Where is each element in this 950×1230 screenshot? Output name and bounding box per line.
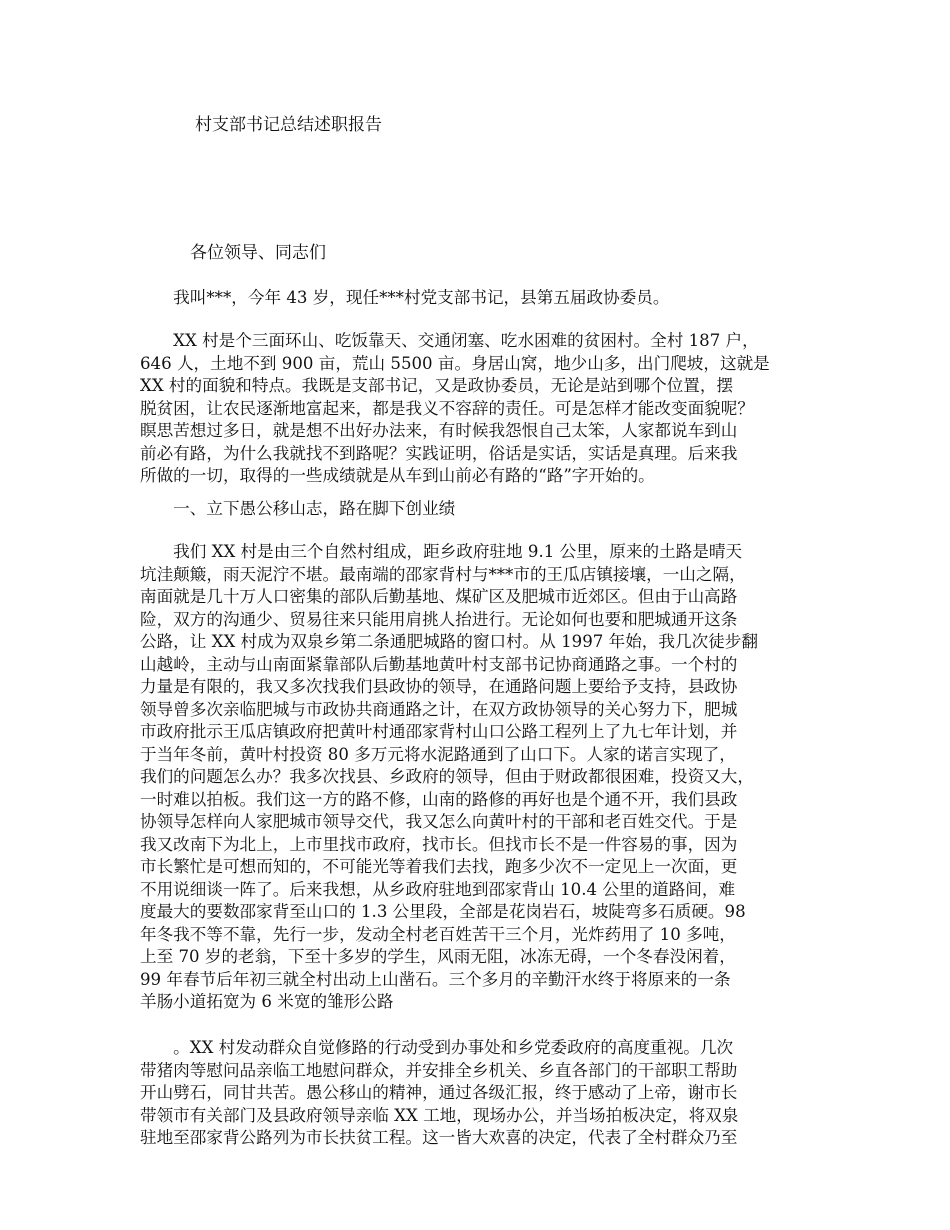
text-line: 一时难以拍板。我们这一方的路不修，山南的路修的再好也是个通不开，我们县政 [140,789,738,809]
text-line: 我们 XX 村是由三个自然村组成，距乡政府驻地 9.1 公里，原来的土路是晴天 [140,542,743,561]
text-line: 坑洼颠簸，雨天泥泞不堪。最南端的邵家背村与***市的王瓜店镇接壤，一山之隔， [140,564,746,584]
text-line: 协领导怎样向人家肥城市领导交代，我又怎么向黄叶村的干部和老百姓交代。于是 [140,812,738,831]
text-line: 羊肠小道拓宽为 6 米宽的雏形公路 [140,992,394,1011]
text-line: 公路，让 XX 村成为双泉乡第二条通肥城路的窗口村。从 1997 年始，我几次徒步翻 [140,632,758,651]
text-line: XX 村是个三面环山、吃饭靠天、交通闭塞、吃水困难的贫困村。全村 187 户， [140,331,759,350]
text-line: 所做的一切，取得的一些成绩就是从车到山前必有路的“路”字开始的。 [140,466,655,485]
text-line: 上至 70 岁的老翁，下至十多岁的学生，风雨无阻，冰冻无碍，一个冬春没闲着， [140,947,736,966]
text-line: 带领市有关部门及县政府领导亲临 XX 工地，现场办公，并当场拍板决定，将双泉 [140,1105,739,1125]
text-line: 驻地至邵家背公路列为市长扶贫工程。这一皆大欢喜的决定，代表了全村群众乃至 [140,1128,738,1147]
text-line: 。XX 村发动群众自觉修路的行动受到办事处和乡党委政府的高度重视。几次 [140,1038,734,1057]
text-line: 度最大的要数邵家背至山口的 1.3 公里段，全部是花岗岩石，坡陡弯多石质硬。98 [140,902,746,921]
text-line: 于当年冬前，黄叶村投资 80 多万元将水泥路通到了山口下。人家的诺言实现了， [140,744,736,764]
paragraph-road-building [140,541,820,1014]
text-line: 我叫***，今年 43 岁，现任***村党支部书记，县第五届政协委员。 [140,288,670,307]
text-line: 我又改南下为北上，上市里找市政府，找市长。但找市长不是一件容易的事，因为 [140,834,738,854]
text-line: 山越岭，主动与山南面紧靠部队后勤基地黄叶村支部书记协商通路之事。一个村的 [140,654,738,674]
text-line: 脱贫困，让农民逐渐地富起来，都是我义不容辞的责任。可是怎样才能改变面貌呢？ [140,398,754,418]
text-line: 南面就是几十万人口密集的部队后勤基地、煤矿区及肥城市近郊区。但由于山高路 [140,587,738,606]
text-line: 我们的问题怎么办？我多次找县、乡政府的领导，但由于财政都很困难，投资又大， [140,767,754,786]
text-line: 带猪肉等慰问品亲临工地慰问群众，并安排全乡机关、乡直各部门的干部职工帮助 [140,1060,738,1080]
text-line: XX 村的面貌和特点。我既是支部书记，又是政协委员，无论是站到哪个位置，摆 [140,376,734,395]
salutation: 各位领导、同志们 [190,243,326,263]
text-line: 不用说细谈一阵了。后来我想，从乡政府驻地到邵家背山 10.4 公里的道路间，难 [140,879,736,899]
text-line: 前必有路，为什么我就找不到路呢？实践证明，俗话是实话，实话是真理。后来我 [140,443,738,463]
text-line: 99 年春节后年初三就全村出动上山凿石。三个多月的辛勤汗水终于将原来的一条 [140,969,731,989]
text-line: 市政府批示王瓜店镇政府把黄叶村通邵家背村山口公路工程列上了九七年计划，并 [140,722,738,741]
intro-paragraph [140,287,820,310]
paragraph-village-overview [140,330,820,488]
text-line: 领导曾多次亲临肥城与市政协共商通路之计，在双方政协领导的关心努力下，肥城 [140,699,738,719]
text-line: 开山劈石，同甘共苦。愚公移山的精神，通过各级汇报，终于感动了上帝，谢市长 [140,1083,738,1102]
text-line: 险，双方的沟通少、贸易往来只能用肩挑人抬进行。无论如何也要和肥城通开这条 [140,609,738,629]
text-line: 市长繁忙是可想而知的，不可能光等着我们去找，跑多少次不一定见上一次面，更 [140,857,738,876]
section-heading-1 [140,498,820,521]
text-line: 力量是有限的，我又多次找我们县政协的领导，在通路问题上要给予支持，县政协 [140,677,738,696]
document-title: 村支部书记总结述职报告 [195,115,382,135]
text-line: 瞑思苦想过多日，就是想不出好办法来，有时候我怨恨自己太笨，人家都说车到山 [140,421,738,440]
text-line: 646 人，土地不到 900 亩，荒山 5500 亩。身居山窝，地少山多，出门爬坡，这就是 [140,353,770,373]
text-line: 年冬我不等不靠，先行一步，发动全村老百姓苦干三个月，光炸药用了 10 多吨， [140,924,736,944]
paragraph-government-support [140,1037,820,1150]
text-line: 一、立下愚公移山志，路在脚下创业绩 [140,499,456,518]
